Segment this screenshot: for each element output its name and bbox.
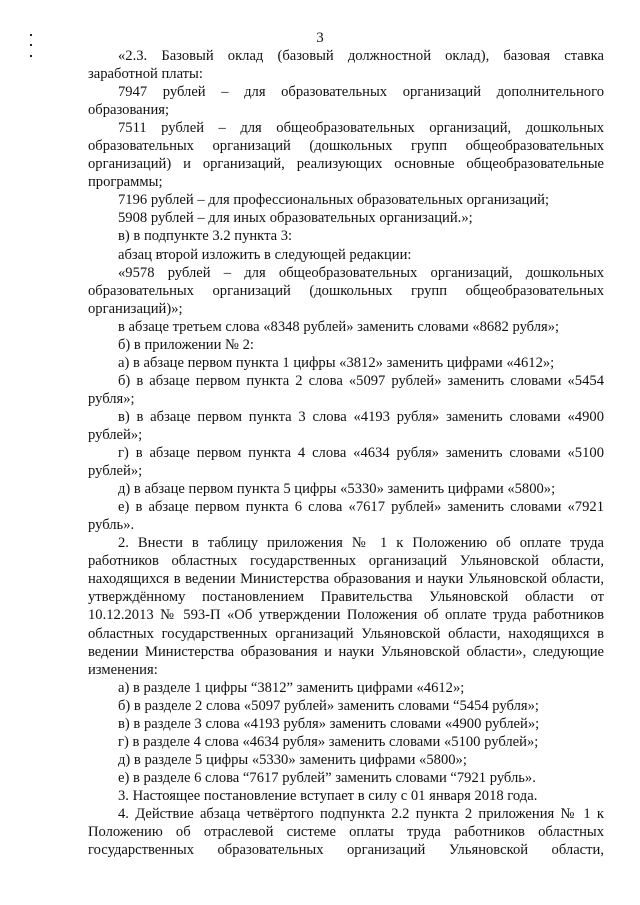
paragraph-item-g: г) в абзаце первом пункта 4 слова «4634 рубля» заменить словами «5100 рублей»;: [88, 445, 604, 480]
paragraph-section-4: г) в разделе 4 слова «4634 рубля» заменить словами «5100 рублей»;: [118, 733, 539, 750]
paragraph-item-a: а) в абзаце первом пункта 1 цифры «3812» заменить цифрами «4612»;: [118, 354, 555, 371]
paragraph-section-3: в) в разделе 3 слова «4193 рубля» заменить словами «4900 рублей»;: [118, 715, 540, 732]
paragraph-item-b: б) в абзаце первом пункта 2 слова «5097 рублей» заменить словами «5454 рубля»;: [88, 372, 604, 407]
paragraph-second-indent: абзац второй изложить в следующей редакции:: [118, 246, 412, 263]
paragraph-point-3: 3. Настоящее постановление вступает в силу с 01 января 2018 года.: [118, 787, 538, 804]
paragraph-appendix-2: б) в приложении № 2:: [118, 336, 254, 353]
document-body: [88, 47, 604, 859]
paragraph-general-education: 7511 рублей – для общеобразовательных организаций, дошкольных образовательных организаций (дошкольных групп общеобразовательных организаций) и организаций, реализующих основные общеобразовательные программы;: [88, 120, 604, 191]
paragraph-section-6: е) в разделе 6 слова “7617 рублей” заменить словами “7921 рубль».: [118, 769, 536, 786]
paragraph-point-2: 2. Внести в таблицу приложения № 1 к Положению об оплате труда работников областных государственных организаций Ульяновской области, находящихся в ведении Министерства образования и науки Ульяновской области, утверждённому постановлением Правительства Ульяновской области от 10.12.2013 № 593-П «Об утверждении Положения об оплате труда работников областных государственных организаций Ульяновской области, находящихся в ведении Министерства образования и науки Ульяновской области», следующие изменения:: [88, 535, 604, 678]
paragraph-item-v: в) в абзаце первом пункта 3 слова «4193 рубля» заменить словами «4900 рублей»;: [88, 408, 604, 443]
paragraph-section-1: а) в разделе 1 цифры “3812” заменить цифрами «4612»;: [118, 679, 465, 696]
paragraph-2-3-heading: «2.3. Базовый оклад (базовый должностной оклад), базовая ставка заработной платы:: [88, 48, 604, 83]
paragraph-9578: «9578 рублей – для общеобразовательных организаций, дошкольных образовательных организаций (дошкольных групп общеобразовательных организаций)»;: [88, 264, 604, 317]
paragraph-subpoint-3-2: в) в подпункте 3.2 пункта 3:: [118, 228, 293, 245]
paragraph-point-4: 4. Действие абзаца четвёртого подпункта 2.2 пункта 2 приложения № 1 к Положению об отраслевой системе оплаты труда работников областных государственных образовательных организаций Ульяновской области,: [88, 805, 604, 859]
margin-marks: [30, 34, 36, 64]
paragraph-third-indent: в абзаце третьем слова «8348 рублей» заменить словами «8682 рубля»;: [118, 318, 560, 335]
paragraph-additional-education: 7947 рублей – для образовательных организаций дополнительного образования;: [88, 84, 604, 119]
paragraph-item-e: е) в абзаце первом пункта 6 слова «7617 рублей» заменить словами «7921 рубль».: [88, 499, 604, 534]
paragraph-section-5: д) в разделе 5 цифры «5330» заменить цифрами «5800»;: [118, 751, 467, 768]
paragraph-item-d: д) в абзаце первом пункта 5 цифры «5330» заменить цифрами «5800»;: [118, 481, 556, 498]
paragraph-section-2: б) в разделе 2 слова «5097 рублей» заменить словами “5454 рубля»;: [118, 697, 539, 714]
paragraph-other-education: 5908 рублей – для иных образовательных организаций.»;: [118, 210, 473, 227]
paragraph-professional-education: 7196 рублей – для профессиональных образовательных организаций;: [118, 192, 550, 209]
page-number: 3: [316, 30, 324, 46]
